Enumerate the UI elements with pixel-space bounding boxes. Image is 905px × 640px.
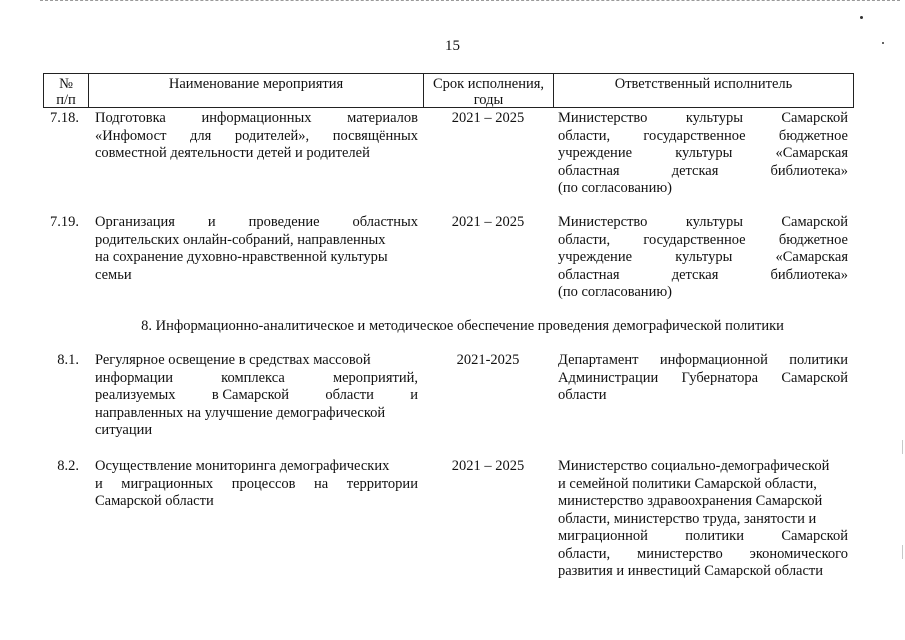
- event-name-line: [95, 128, 418, 146]
- word: мероприятий,: [332, 369, 418, 386]
- word: политики: [685, 528, 744, 544]
- word: области: [325, 387, 374, 403]
- word: Министерство: [558, 110, 648, 126]
- page-number: 15: [445, 38, 460, 54]
- row-term: 2021-2025: [456, 352, 520, 368]
- responsible-line: [558, 352, 848, 370]
- responsible-line: [558, 249, 848, 267]
- word: экономического: [749, 545, 848, 562]
- row-number: 8.2.: [57, 458, 79, 474]
- word: в Самарской: [211, 387, 289, 403]
- responsible-line: (по согласованию): [558, 180, 672, 196]
- word: проведение: [248, 214, 320, 230]
- header-term-line2: годы: [473, 92, 504, 108]
- responsible-line: [558, 145, 848, 163]
- row-event-name: [95, 458, 418, 511]
- row-term: 2021 – 2025: [451, 458, 525, 474]
- word: на: [314, 475, 329, 492]
- table-header: [43, 73, 854, 108]
- word: информационной: [659, 352, 768, 368]
- responsible-line: области: [558, 387, 607, 403]
- row-responsible: [558, 214, 848, 302]
- responsible-line: [558, 546, 848, 564]
- responsible-line: [558, 370, 848, 388]
- header-number-line2: п/п: [56, 92, 76, 108]
- event-name-line: [95, 476, 418, 494]
- word: детская: [671, 266, 719, 283]
- word: областных: [352, 214, 418, 230]
- responsible-line: министерство здравоохранения Самарской: [558, 493, 823, 509]
- word: Администрации: [558, 369, 659, 386]
- header-name-label: Наименование мероприятия: [168, 76, 344, 92]
- event-name-line: ситуации: [95, 422, 153, 438]
- word: «Инфомост: [95, 127, 167, 144]
- row-event-name: [95, 110, 418, 163]
- responsible-line: развития и инвестиций Самарской области: [558, 563, 824, 579]
- responsible-line: [558, 528, 848, 546]
- word: области,: [558, 231, 611, 248]
- event-name-line: родительских онлайн-собраний, направленных: [95, 231, 386, 248]
- row-number: 7.19.: [50, 214, 79, 230]
- header-number-line1: №: [59, 76, 73, 92]
- word: области,: [558, 127, 611, 144]
- section-title: 8. Информационно-аналитическое и методическое обеспечение проведения демографической политики: [141, 318, 784, 334]
- responsible-line: [558, 110, 848, 128]
- word: государственное: [643, 127, 746, 144]
- word: Самарской: [781, 110, 848, 126]
- row-responsible: [558, 110, 848, 198]
- word: бюджетное: [778, 127, 848, 144]
- word: Департамент: [558, 352, 639, 368]
- page-top-rule: [40, 0, 900, 3]
- word: и: [207, 214, 216, 230]
- word: министерство: [637, 545, 723, 562]
- word: областная: [558, 266, 620, 283]
- event-name-line: направленных на улучшение демографической: [95, 404, 386, 421]
- word: культуры: [675, 145, 733, 161]
- event-name-line: Самарской области: [95, 493, 214, 509]
- event-name-line: на сохранение духовно-нравственной культуры: [95, 249, 388, 265]
- word: Министерство: [558, 214, 648, 230]
- event-name-line: [95, 370, 418, 388]
- word: Самарской: [781, 528, 848, 544]
- header-responsible-label: Ответственный исполнитель: [614, 76, 793, 92]
- word: миграционных: [121, 475, 214, 492]
- scan-speck: [882, 42, 884, 44]
- row-term: 2021 – 2025: [451, 110, 525, 126]
- row-number: 7.18.: [50, 110, 79, 126]
- event-name-line: Регулярное освещение в средствах массовой: [95, 352, 371, 368]
- responsible-line: [558, 128, 848, 146]
- responsible-line: [558, 267, 848, 285]
- header-responsible-column: [554, 74, 853, 107]
- word: родителей»,: [234, 127, 310, 144]
- word: библиотека»: [770, 266, 848, 283]
- event-name-line: [95, 214, 418, 232]
- word: «Самарская: [775, 249, 848, 265]
- word: и: [410, 387, 418, 403]
- word: области,: [558, 545, 611, 562]
- row-term: 2021 – 2025: [451, 214, 525, 230]
- event-name-line: Осуществление мониторинга демографических: [95, 458, 390, 474]
- responsible-line: и семейной политики Самарской области,: [558, 475, 817, 492]
- word: учреждение: [558, 145, 633, 161]
- row-responsible: [558, 458, 848, 581]
- row-event-name: [95, 352, 418, 440]
- word: Организация: [95, 214, 175, 230]
- word: материалов: [347, 110, 418, 126]
- responsible-line: (по согласованию): [558, 284, 672, 300]
- scan-edge-mark: [902, 545, 903, 559]
- word: миграционной: [558, 528, 648, 544]
- word: культуры: [675, 249, 733, 265]
- word: государственное: [643, 231, 746, 248]
- word: детская: [671, 162, 719, 179]
- word: политики: [789, 352, 848, 368]
- event-name-line: совместной деятельности детей и родителей: [95, 145, 370, 161]
- word: библиотека»: [770, 162, 848, 179]
- responsible-line: [558, 214, 848, 232]
- word: реализуемых: [95, 387, 176, 403]
- word: территории: [346, 475, 418, 492]
- header-number-column: [44, 74, 89, 107]
- header-term-column: [424, 74, 554, 107]
- responsible-line: [558, 232, 848, 250]
- header-term-line1: Срок исполнения,: [432, 76, 545, 92]
- event-name-line: [95, 387, 418, 405]
- responsible-line: области, министерство труда, занятости и: [558, 510, 817, 527]
- row-responsible: [558, 352, 848, 405]
- word: Самарской: [781, 214, 848, 230]
- scan-speck: [860, 16, 863, 19]
- word: информационных: [201, 110, 312, 126]
- word: Губернатора: [681, 369, 759, 386]
- word: процессов: [231, 475, 296, 492]
- word: Самарской: [781, 369, 848, 386]
- word: культуры: [685, 214, 743, 230]
- word: бюджетное: [778, 231, 848, 248]
- word: для: [189, 127, 212, 144]
- event-name-line: [95, 110, 418, 128]
- word: областная: [558, 162, 620, 179]
- word: информации: [95, 369, 173, 386]
- row-number: 8.1.: [57, 352, 79, 368]
- word: и: [95, 475, 103, 492]
- header-name-column: [89, 74, 424, 107]
- word: «Самарская: [775, 145, 848, 161]
- responsible-line: Министерство социально-демографической: [558, 458, 830, 474]
- event-name-line: семьи: [95, 266, 132, 283]
- word: посвящённых: [332, 127, 418, 144]
- word: культуры: [685, 110, 743, 126]
- word: учреждение: [558, 249, 633, 265]
- word: Подготовка: [95, 110, 166, 126]
- word: комплекса: [221, 369, 285, 386]
- scan-edge-mark: [902, 440, 903, 454]
- responsible-line: [558, 163, 848, 181]
- row-event-name: [95, 214, 418, 284]
